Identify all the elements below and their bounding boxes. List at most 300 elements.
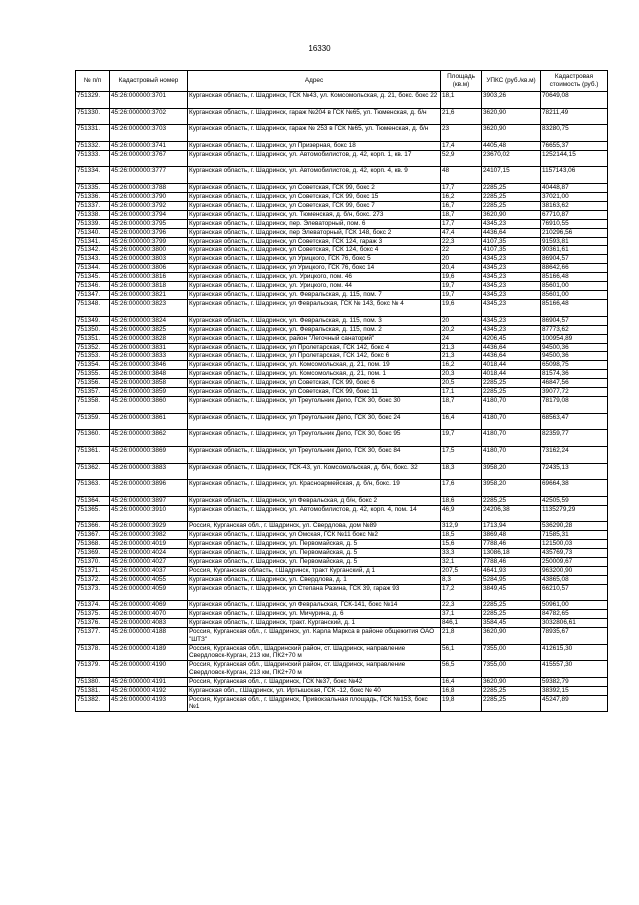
cell-cadastral-value: 3032806,61 xyxy=(541,619,608,628)
table-row xyxy=(76,397,608,414)
cell-address: Курганская область, г. Шадринск, гараж №204 в ГСК №65, ул. Тюменская, д. б/н xyxy=(188,108,441,125)
cell-area: 16,4 xyxy=(441,677,482,686)
cell-address: Курганская область, г. Шадринск, ул Пролетарская, ГСК 142, бокс 6 xyxy=(188,352,441,361)
cell-upks: 4436,64 xyxy=(482,228,541,237)
cell-upks: 4345,23 xyxy=(482,300,541,317)
cell-cadastral-value: 85166,48 xyxy=(541,300,608,317)
cell-row-number: 751360. xyxy=(76,430,110,447)
cell-cadastral-number: 45:26:000000:3831 xyxy=(110,343,188,352)
cell-cadastral-number: 45:26:000000:4188 xyxy=(110,628,188,645)
cell-cadastral-number: 45:26:000000:3741 xyxy=(110,141,188,150)
cell-row-number: 751345. xyxy=(76,273,110,282)
cell-area: 20,3 xyxy=(441,370,482,379)
cell-area: 21,3 xyxy=(441,343,482,352)
cell-upks: 4180,70 xyxy=(482,446,541,463)
cell-address: Курганская область, г. Шадринск, ул. Красноармейская, д. б/н, бокс. 19 xyxy=(188,480,441,497)
cell-area: 8,3 xyxy=(441,575,482,584)
table-row xyxy=(76,575,608,584)
cell-row-number: 751355. xyxy=(76,370,110,379)
cell-row-number: 751367. xyxy=(76,531,110,540)
header-address: Адрес xyxy=(188,71,441,92)
cell-area: 37,1 xyxy=(441,610,482,619)
cell-row-number: 751337. xyxy=(76,201,110,210)
cell-upks: 3869,48 xyxy=(482,531,541,540)
cell-area: 16,2 xyxy=(441,361,482,370)
cell-address: Курганская область, г. Шадринск, район "Легочный санаторий" xyxy=(188,334,441,343)
header-area: Площадь (кв.м) xyxy=(441,71,482,92)
table-row xyxy=(76,237,608,246)
cell-row-number: 751336. xyxy=(76,192,110,201)
cell-cadastral-number: 45:26:000000:3794 xyxy=(110,210,188,219)
cell-cadastral-number: 45:26:000000:3897 xyxy=(110,496,188,505)
cell-address: Курганская область, г. Шадринск, ул Омская, ГСК №11 бокс №2 xyxy=(188,531,441,540)
table-row xyxy=(76,264,608,273)
cell-cadastral-number: 45:26:000000:3803 xyxy=(110,255,188,264)
table-row xyxy=(76,557,608,566)
cell-area: 19,6 xyxy=(441,273,482,282)
cell-address: Курганская область, г. Шадринск, ГСК-43, ул. Комсомольская, д. б/н, бокс. 32 xyxy=(188,463,441,480)
table-row xyxy=(76,325,608,334)
cell-row-number: 751331. xyxy=(76,125,110,142)
cell-upks: 4641,93 xyxy=(482,566,541,575)
cell-cadastral-value: 83280,75 xyxy=(541,125,608,142)
cell-cadastral-number: 45:26:000000:4027 xyxy=(110,557,188,566)
cell-upks: 2285,25 xyxy=(482,192,541,201)
cell-address: Курганская область, г. Шадринск, ул. Автомобилистов, д. 42, корп. 1, кв. 17 xyxy=(188,150,441,167)
cell-cadastral-number: 45:26:000000:4019 xyxy=(110,540,188,549)
cell-upks: 3903,26 xyxy=(482,92,541,109)
table-row xyxy=(76,150,608,167)
cell-row-number: 751371. xyxy=(76,566,110,575)
cell-area: 20,4 xyxy=(441,264,482,273)
cell-cadastral-value: 78211,49 xyxy=(541,108,608,125)
cell-area: 16,7 xyxy=(441,201,482,210)
cell-cadastral-value: 90361,61 xyxy=(541,246,608,255)
cell-cadastral-number: 45:26:000000:4189 xyxy=(110,644,188,661)
cell-cadastral-number: 45:26:000000:3833 xyxy=(110,352,188,361)
cell-area: 17,7 xyxy=(441,183,482,192)
cell-cadastral-value: 76655,37 xyxy=(541,141,608,150)
cell-row-number: 751348. xyxy=(76,300,110,317)
cell-cadastral-value: 210296,56 xyxy=(541,228,608,237)
table-row xyxy=(76,463,608,480)
cell-cadastral-number: 45:26:000000:3982 xyxy=(110,531,188,540)
cell-area: 22,3 xyxy=(441,601,482,610)
table-row xyxy=(76,167,608,184)
table-row xyxy=(76,370,608,379)
cell-cadastral-number: 45:26:000000:3825 xyxy=(110,325,188,334)
cell-cadastral-number: 45:26:000000:4191 xyxy=(110,677,188,686)
cell-area: 17,2 xyxy=(441,584,482,601)
cell-row-number: 751342. xyxy=(76,246,110,255)
cell-upks: 4180,70 xyxy=(482,430,541,447)
cell-row-number: 751382. xyxy=(76,695,110,712)
header-upks: УПКС (руб./кв.м) xyxy=(482,71,541,92)
cell-cadastral-value: 536290,28 xyxy=(541,522,608,531)
table-row xyxy=(76,628,608,645)
cell-address: Курганская область, г. Шадринск, гараж № 253 в ГСК №65, ул. Тюменская, д. б/н xyxy=(188,125,441,142)
cell-row-number: 751341. xyxy=(76,237,110,246)
table-row xyxy=(76,677,608,686)
cell-address: Курганская область, г. Шадринск, ул Треугольник Депо, ГСК 30, бокс 30 xyxy=(188,397,441,414)
cell-upks: 4107,35 xyxy=(482,237,541,246)
cell-area: 20,5 xyxy=(441,379,482,388)
cell-upks: 24206,38 xyxy=(482,505,541,522)
cell-area: 20 xyxy=(441,316,482,325)
table-row xyxy=(76,695,608,712)
cell-upks: 4345,23 xyxy=(482,219,541,228)
cell-row-number: 751368. xyxy=(76,540,110,549)
table-row xyxy=(76,644,608,661)
cell-area: 17,7 xyxy=(441,219,482,228)
cell-row-number: 751352. xyxy=(76,343,110,352)
cell-upks: 2285,25 xyxy=(482,610,541,619)
cell-cadastral-value: 85166,48 xyxy=(541,273,608,282)
table-row xyxy=(76,505,608,522)
cell-upks: 2285,25 xyxy=(482,201,541,210)
cell-address: Курганская область, г. Шадринск, ул Советская, ГСК 99, бокс 7 xyxy=(188,201,441,210)
header-cadastral-number: Кадастровый номер xyxy=(110,71,188,92)
cell-cadastral-value: 1135279,29 xyxy=(541,505,608,522)
cell-address: Курганская область, г. Шадринск, ул Урицкого, ГСК 76, бокс 5 xyxy=(188,255,441,264)
cell-upks: 2285,25 xyxy=(482,379,541,388)
cell-cadastral-value: 412615,30 xyxy=(541,644,608,661)
cell-upks: 4180,70 xyxy=(482,397,541,414)
cell-upks: 4206,45 xyxy=(482,334,541,343)
cell-row-number: 751370. xyxy=(76,557,110,566)
cell-cadastral-value: 88642,66 xyxy=(541,264,608,273)
cell-cadastral-number: 45:26:000000:3702 xyxy=(110,108,188,125)
cell-cadastral-value: 82359,77 xyxy=(541,430,608,447)
cell-area: 18,7 xyxy=(441,397,482,414)
cell-address: Курганская область, г. Шадринск, ул. Комсомольская, д. 21, пом. 19 xyxy=(188,361,441,370)
cell-upks: 3620,90 xyxy=(482,210,541,219)
cell-upks: 4405,48 xyxy=(482,141,541,150)
cell-area: 16,4 xyxy=(441,413,482,430)
cell-area: 56,1 xyxy=(441,644,482,661)
cell-row-number: 751362. xyxy=(76,463,110,480)
table-row xyxy=(76,584,608,601)
cell-row-number: 751347. xyxy=(76,291,110,300)
cell-address: Курганская область, г. Шадринск, ул Февральская, д б/н, бокс 2 xyxy=(188,496,441,505)
table-row xyxy=(76,125,608,142)
cell-upks: 3620,90 xyxy=(482,628,541,645)
cell-cadastral-value: 81574,36 xyxy=(541,370,608,379)
cell-cadastral-number: 45:26:000000:4083 xyxy=(110,619,188,628)
cell-cadastral-number: 45:26:000000:3858 xyxy=(110,379,188,388)
cell-upks: 4345,23 xyxy=(482,264,541,273)
cell-area: 48 xyxy=(441,167,482,184)
cell-address: Курганская область, г. Шадринск, ул Февральская, ГСК № 143, бокс № 4 xyxy=(188,300,441,317)
cell-cadastral-value: 42505,59 xyxy=(541,496,608,505)
cell-address: Курганская область, г. Шадринск, ул. Февральская, д. 115, пом. 7 xyxy=(188,291,441,300)
cell-cadastral-number: 45:26:000000:3869 xyxy=(110,446,188,463)
cell-upks: 4345,23 xyxy=(482,325,541,334)
cell-cadastral-value: 250009,67 xyxy=(541,557,608,566)
cell-cadastral-number: 45:26:000000:4070 xyxy=(110,610,188,619)
cell-row-number: 751378. xyxy=(76,644,110,661)
cell-cadastral-value: 40448,87 xyxy=(541,183,608,192)
cell-cadastral-number: 45:26:000000:3790 xyxy=(110,192,188,201)
table-row xyxy=(76,210,608,219)
cell-cadastral-value: 94500,36 xyxy=(541,352,608,361)
cell-area: 19,6 xyxy=(441,300,482,317)
cell-cadastral-value: 66210,57 xyxy=(541,584,608,601)
cell-area: 17,1 xyxy=(441,388,482,397)
cell-upks: 4107,35 xyxy=(482,246,541,255)
cell-area: 33,3 xyxy=(441,549,482,558)
cell-cadastral-value: 67710,87 xyxy=(541,210,608,219)
cell-address: Курганская область, г. Шадринск, ул Советская, ГСК 99, бокс 15 xyxy=(188,192,441,201)
cell-cadastral-value: 38163,62 xyxy=(541,201,608,210)
table-row xyxy=(76,300,608,317)
table-header xyxy=(76,71,608,92)
cell-upks: 5284,95 xyxy=(482,575,541,584)
cell-area: 18,6 xyxy=(441,496,482,505)
table-row xyxy=(76,228,608,237)
header-num: № п/п xyxy=(76,71,110,92)
cell-cadastral-value: 43865,08 xyxy=(541,575,608,584)
cell-row-number: 751373. xyxy=(76,584,110,601)
cell-cadastral-number: 45:26:000000:4055 xyxy=(110,575,188,584)
cell-address: Россия, Курганская обл., Шадринский район, ст. Шадринск, направление Свердловск-Курган, 213 км, ПК2+70 м xyxy=(188,644,441,661)
table-row xyxy=(76,343,608,352)
table-row xyxy=(76,219,608,228)
table-body xyxy=(76,92,608,712)
cell-cadastral-value: 73162,24 xyxy=(541,446,608,463)
cell-cadastral-number: 45:26:000000:4037 xyxy=(110,566,188,575)
cell-address: Курганская область, г. Шадринск, ул Призерная, бокс 18 xyxy=(188,141,441,150)
cell-area: 56,5 xyxy=(441,661,482,678)
cell-area: 22 xyxy=(441,246,482,255)
cell-row-number: 751377. xyxy=(76,628,110,645)
cell-row-number: 751375. xyxy=(76,610,110,619)
cell-upks: 4345,23 xyxy=(482,255,541,264)
cell-address: Курганская область, г. Шадринск, ул Треугольник Депо, ГСК 30, бокс 95 xyxy=(188,430,441,447)
cell-area: 18,7 xyxy=(441,210,482,219)
cell-area: 21,8 xyxy=(441,628,482,645)
cell-address: Курганская область, г. Шадринск, ул Советская, ГСК 99, бокс 11 xyxy=(188,388,441,397)
table-row xyxy=(76,273,608,282)
cell-row-number: 751338. xyxy=(76,210,110,219)
cell-row-number: 751339. xyxy=(76,219,110,228)
cell-cadastral-value: 78935,67 xyxy=(541,628,608,645)
table-row xyxy=(76,446,608,463)
cell-row-number: 751357. xyxy=(76,388,110,397)
cell-upks: 3849,45 xyxy=(482,584,541,601)
cell-cadastral-number: 45:26:000000:3883 xyxy=(110,463,188,480)
cell-row-number: 751365. xyxy=(76,505,110,522)
cell-upks: 4345,23 xyxy=(482,291,541,300)
cell-area: 24 xyxy=(441,334,482,343)
cell-address: Курганская область, г. Шадринск, ул. Мичурина, д. 6 xyxy=(188,610,441,619)
cell-upks: 2285,25 xyxy=(482,496,541,505)
cell-cadastral-number: 45:26:000000:4059 xyxy=(110,584,188,601)
cell-area: 18,5 xyxy=(441,531,482,540)
cell-area: 47,4 xyxy=(441,228,482,237)
cell-area: 21,6 xyxy=(441,108,482,125)
table-row xyxy=(76,291,608,300)
cell-address: Курганская область, г. Шадринск, ул. Свердлова, д. 1 xyxy=(188,575,441,584)
table-row xyxy=(76,619,608,628)
cell-upks: 24107,15 xyxy=(482,167,541,184)
table-row xyxy=(76,430,608,447)
cell-area: 21,3 xyxy=(441,352,482,361)
cell-cadastral-value: 1157143,06 xyxy=(541,167,608,184)
cell-upks: 13086,18 xyxy=(482,549,541,558)
table-row xyxy=(76,108,608,125)
cell-cadastral-number: 45:26:000000:4024 xyxy=(110,549,188,558)
cell-cadastral-number: 45:26:000000:3929 xyxy=(110,522,188,531)
cell-area: 19,7 xyxy=(441,282,482,291)
cell-upks: 7788,46 xyxy=(482,557,541,566)
cell-cadastral-value: 76910,55 xyxy=(541,219,608,228)
table-row xyxy=(76,141,608,150)
cell-cadastral-value: 85601,00 xyxy=(541,282,608,291)
cell-row-number: 751356. xyxy=(76,379,110,388)
table-row xyxy=(76,413,608,430)
cell-cadastral-value: 37021,00 xyxy=(541,192,608,201)
cell-address: Курганская область, г. Шадринск, ул Советская, ГСК 99, бокс 6 xyxy=(188,379,441,388)
cell-cadastral-value: 415557,30 xyxy=(541,661,608,678)
cell-row-number: 751358. xyxy=(76,397,110,414)
cell-address: Курганская область, г. Шадринск, ул Февральская, ГСК-141, бокс №14 xyxy=(188,601,441,610)
cell-cadastral-value: 59382,79 xyxy=(541,677,608,686)
cell-upks: 4345,23 xyxy=(482,282,541,291)
cell-row-number: 751366. xyxy=(76,522,110,531)
cell-address: Курганская область, г. Шадринск, ул Треугольник Депо, ГСК 30, бокс 24 xyxy=(188,413,441,430)
cell-cadastral-number: 45:26:000000:4190 xyxy=(110,661,188,678)
cell-area: 23 xyxy=(441,125,482,142)
cell-upks: 3620,90 xyxy=(482,125,541,142)
table-row xyxy=(76,610,608,619)
cell-cadastral-number: 45:26:000000:3860 xyxy=(110,397,188,414)
cell-row-number: 751343. xyxy=(76,255,110,264)
cell-row-number: 751379. xyxy=(76,661,110,678)
cell-cadastral-value: 71585,31 xyxy=(541,531,608,540)
cell-cadastral-number: 45:26:000000:3806 xyxy=(110,264,188,273)
cell-upks: 4018,44 xyxy=(482,361,541,370)
cell-row-number: 751333. xyxy=(76,150,110,167)
cell-row-number: 751344. xyxy=(76,264,110,273)
cell-upks: 3620,90 xyxy=(482,108,541,125)
cell-area: 17,5 xyxy=(441,446,482,463)
table-row xyxy=(76,661,608,678)
cell-address: Курганская область, г. Шадринск, ул. Комсомольская, д. 21, пом. 1 xyxy=(188,370,441,379)
cell-address: Курганская область, г. Шадринск, пер. Элеваторный, пом. 6 xyxy=(188,219,441,228)
cell-row-number: 751353. xyxy=(76,352,110,361)
cell-cadastral-number: 45:26:000000:3788 xyxy=(110,183,188,192)
cell-upks: 7355,00 xyxy=(482,644,541,661)
table-row xyxy=(76,92,608,109)
cell-row-number: 751350. xyxy=(76,325,110,334)
cell-upks: 3620,90 xyxy=(482,677,541,686)
cell-address: Курганская область, г. Шадринск, ул. Урицкого, пом. 44 xyxy=(188,282,441,291)
cell-row-number: 751354. xyxy=(76,361,110,370)
table-row xyxy=(76,549,608,558)
cell-address: Курганская область, г. Шадринск, ул. Урицкого, пом. 46 xyxy=(188,273,441,282)
cell-row-number: 751335. xyxy=(76,183,110,192)
cell-row-number: 751374. xyxy=(76,601,110,610)
cell-address: Курганская область, г. Шадринск, ул. Тюменская, д. б/н, бокс. 273 xyxy=(188,210,441,219)
cell-address: Курганская область, г. Шадринск, ул. Первомайская, д. 5 xyxy=(188,549,441,558)
cell-address: Россия, Курганская обл., г. Шадринск, Привокзальная площадь, ГСК №153, бокс №1 xyxy=(188,695,441,712)
cell-address: Курганская область, г. Шадринск, тракт. Курганский, д. 1 xyxy=(188,619,441,628)
table-row xyxy=(76,201,608,210)
cell-area: 52,9 xyxy=(441,150,482,167)
cell-upks: 2285,25 xyxy=(482,388,541,397)
cell-row-number: 751330. xyxy=(76,108,110,125)
cell-upks: 2285,25 xyxy=(482,183,541,192)
cell-cadastral-number: 45:26:000000:3862 xyxy=(110,430,188,447)
cell-row-number: 751340. xyxy=(76,228,110,237)
cell-address: Россия, Курганская обл., Шадринский район, ст. Шадринск, направление Свердловск-Курган, 213 км, ПК2+70 м xyxy=(188,661,441,678)
cell-cadastral-number: 45:26:000000:3818 xyxy=(110,282,188,291)
cell-area: 16,8 xyxy=(441,686,482,695)
cell-row-number: 751361. xyxy=(76,446,110,463)
cell-cadastral-number: 45:26:000000:3846 xyxy=(110,361,188,370)
cell-address: Курганская область, г. Шадринск, ГСК №43, ул. Комсомольская, д. 21, бокс. бокс 22 xyxy=(188,92,441,109)
cell-upks: 1713,94 xyxy=(482,522,541,531)
cell-cadastral-value: 68563,47 xyxy=(541,413,608,430)
cell-cadastral-value: 38392,15 xyxy=(541,686,608,695)
cell-cadastral-number: 45:26:000000:3821 xyxy=(110,291,188,300)
cell-cadastral-value: 963200,90 xyxy=(541,566,608,575)
cell-upks: 3958,20 xyxy=(482,480,541,497)
cell-cadastral-value: 78179,08 xyxy=(541,397,608,414)
cell-cadastral-number: 45:26:000000:4069 xyxy=(110,601,188,610)
cell-cadastral-number: 45:26:000000:3828 xyxy=(110,334,188,343)
cell-area: 32,1 xyxy=(441,557,482,566)
cell-area: 19,7 xyxy=(441,430,482,447)
table-row xyxy=(76,282,608,291)
cell-area: 20 xyxy=(441,255,482,264)
cell-cadastral-number: 45:26:000000:3703 xyxy=(110,125,188,142)
cell-cadastral-value: 86904,57 xyxy=(541,316,608,325)
table-row xyxy=(76,183,608,192)
cell-area: 19,7 xyxy=(441,291,482,300)
cell-upks: 2285,25 xyxy=(482,686,541,695)
cell-cadastral-number: 45:26:000000:3816 xyxy=(110,273,188,282)
cell-upks: 4345,23 xyxy=(482,273,541,282)
cell-address: Курганская область, г. Шадринск, пер Элеваторный, ГСК 148, бокс 2 xyxy=(188,228,441,237)
cell-upks: 4436,64 xyxy=(482,352,541,361)
page-number: 16330 xyxy=(308,44,331,53)
cell-area: 18,3 xyxy=(441,463,482,480)
cell-row-number: 751376. xyxy=(76,619,110,628)
cell-cadastral-number: 45:26:000000:3824 xyxy=(110,316,188,325)
table-row xyxy=(76,496,608,505)
cell-upks: 7355,00 xyxy=(482,661,541,678)
cell-area: 46,9 xyxy=(441,505,482,522)
cell-upks: 4345,23 xyxy=(482,316,541,325)
cell-cadastral-number: 45:26:000000:3896 xyxy=(110,480,188,497)
cell-row-number: 751380. xyxy=(76,677,110,686)
cell-row-number: 751332. xyxy=(76,141,110,150)
cell-cadastral-value: 72435,13 xyxy=(541,463,608,480)
cell-row-number: 751359. xyxy=(76,413,110,430)
cell-cadastral-value: 94500,36 xyxy=(541,343,608,352)
table-row xyxy=(76,388,608,397)
table-row xyxy=(76,531,608,540)
cell-cadastral-number: 45:26:000000:3799 xyxy=(110,237,188,246)
cell-area: 19,8 xyxy=(441,695,482,712)
cell-upks: 2285,25 xyxy=(482,601,541,610)
table-row xyxy=(76,379,608,388)
cell-area: 15,6 xyxy=(441,540,482,549)
cell-address: Курганская область, г. Шадринск, ул Советская, ГСК 99, бокс 2 xyxy=(188,183,441,192)
cell-address: Россия, Курганская обл., г. Шадринск, ул. Свердлова, дом №89 xyxy=(188,522,441,531)
